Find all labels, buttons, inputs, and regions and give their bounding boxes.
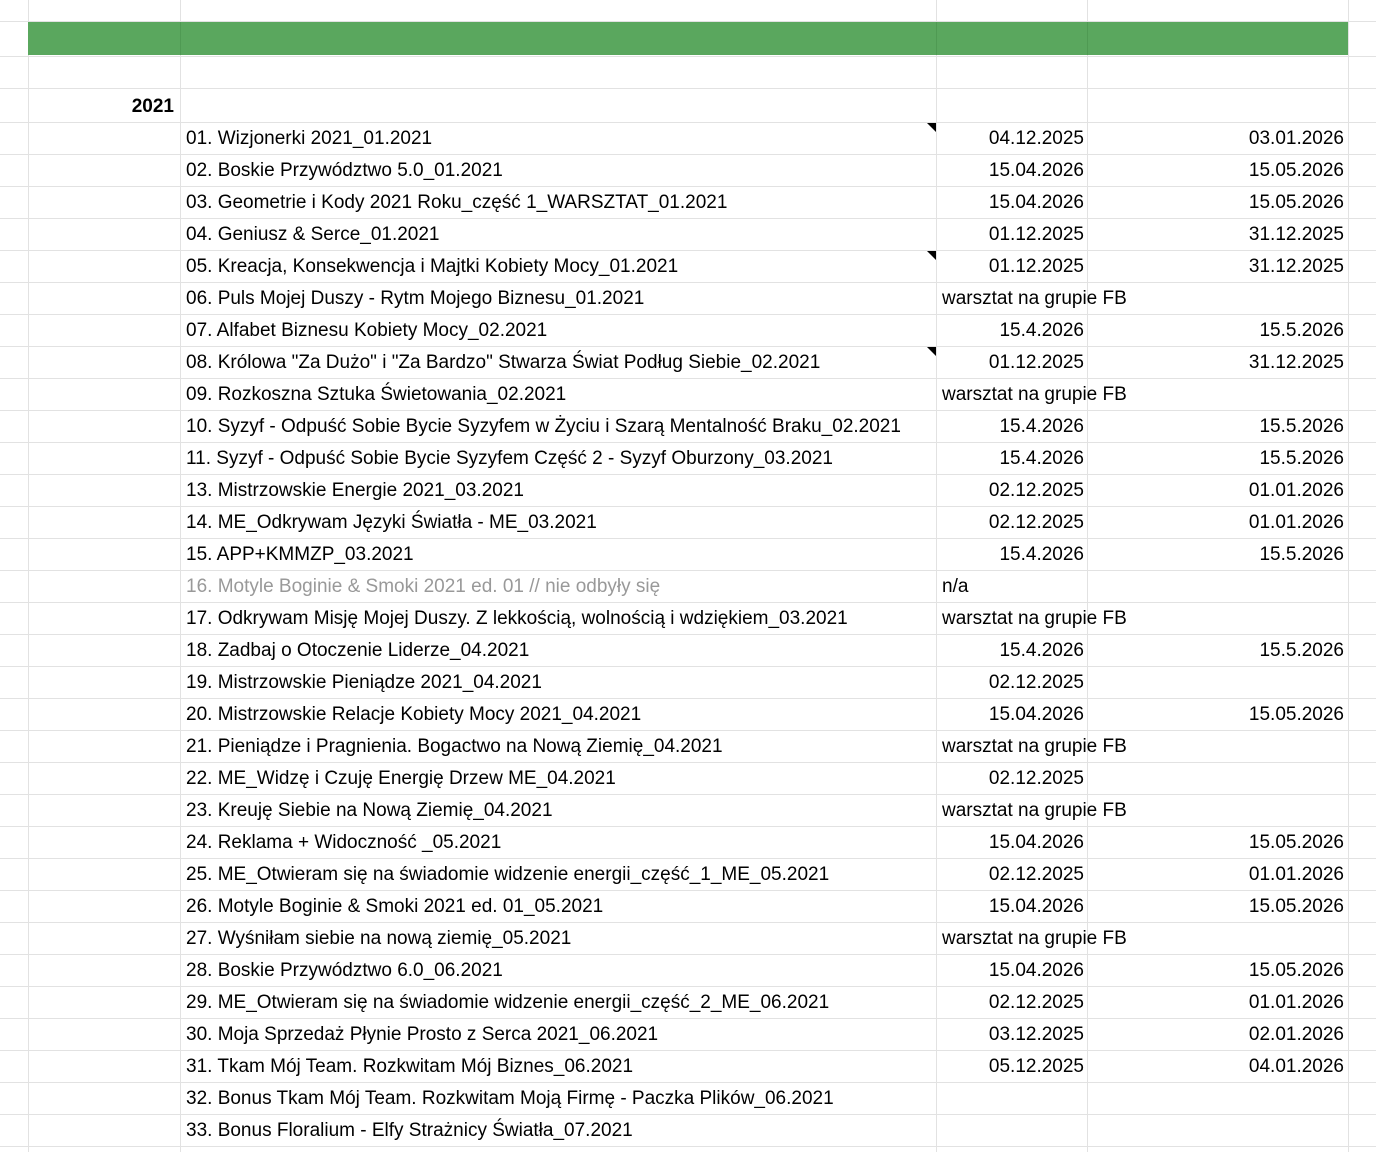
header-cell-separator [1087,22,1088,55]
start-date-cell[interactable]: 15.4.2026 [999,448,1084,469]
workshop-name-cell[interactable]: 17. Odkrywam Misję Mojej Duszy. Z lekkością, wolnością i wdziękiem_03.2021 [186,608,848,629]
workshop-name-cell[interactable]: 08. Królowa "Za Dużo" i "Za Bardzo" Stwarza Świat Podług Siebie_02.2021 [186,352,821,373]
year-label[interactable]: 2021 [131,96,174,117]
end-date-cell[interactable]: 15.05.2026 [1248,160,1344,181]
workshop-name-cell[interactable]: 02. Boskie Przywództwo 5.0_01.2021 [186,160,503,181]
workshop-name-cell[interactable]: 29. ME_Otwieram się na świadomie widzenie energii_część_2_ME_06.2021 [186,992,830,1013]
workshop-name-cell[interactable]: 22. ME_Widzę i Czuję Energię Drzew ME_04.2021 [186,768,616,789]
workshop-name-cell[interactable]: 14. ME_Odkrywam Języki Światła - ME_03.2021 [186,512,597,533]
workshop-name-cell[interactable]: 26. Motyle Boginie & Smoki 2021 ed. 01_05.2021 [186,896,604,917]
workshop-name-cell[interactable]: 09. Rozkoszna Sztuka Świetowania_02.2021 [186,384,567,405]
end-date-cell[interactable]: 15.05.2026 [1248,896,1344,917]
workshop-name-cell[interactable]: 21. Pieniądze i Pragnienia. Bogactwo na Nową Ziemię_04.2021 [186,736,723,757]
workshop-name-cell[interactable]: 25. ME_Otwieram się na świadomie widzenie energii_część_1_ME_05.2021 [186,864,830,885]
end-date-cell[interactable]: 02.01.2026 [1248,1024,1344,1045]
cell-comment-indicator-icon[interactable] [927,251,936,260]
start-date-cell[interactable]: 15.04.2026 [988,896,1084,917]
workshop-name-cell[interactable]: 24. Reklama + Widoczność _05.2021 [186,832,502,853]
start-date-cell[interactable]: 15.4.2026 [999,416,1084,437]
workshop-name-cell[interactable]: 11. Syzyf - Odpuść Sobie Bycie Syzyfem Część 2 - Syzyf Oburzony_03.2021 [186,448,833,469]
workshop-name-cell[interactable]: 31. Tkam Mój Team. Rozkwitam Mój Biznes_06.2021 [186,1056,634,1077]
workshop-name-cell[interactable]: 19. Mistrzowskie Pieniądze 2021_04.2021 [186,672,542,693]
workshop-name-cell[interactable]: 13. Mistrzowskie Energie 2021_03.2021 [186,480,524,501]
start-date-cell[interactable]: 02.12.2025 [988,992,1084,1013]
end-date-cell[interactable]: 01.01.2026 [1248,480,1344,501]
start-date-cell[interactable]: 02.12.2025 [988,512,1084,533]
start-date-cell[interactable]: 15.04.2026 [988,832,1084,853]
end-date-cell[interactable]: 15.5.2026 [1259,448,1344,469]
start-date-cell[interactable]: 15.4.2026 [999,320,1084,341]
start-date-cell[interactable]: 01.12.2025 [988,352,1084,373]
end-date-cell[interactable]: 31.12.2025 [1248,352,1344,373]
start-date-cell[interactable]: 15.4.2026 [999,544,1084,565]
grid-column-line [28,0,29,1152]
grid-row-line [0,1146,1376,1147]
header-cell-separator [936,22,937,55]
end-date-cell[interactable]: 31.12.2025 [1248,256,1344,277]
workshop-name-cell[interactable]: 03. Geometrie i Kody 2021 Roku_część 1_WARSZTAT_01.2021 [186,192,728,213]
note-cell[interactable]: warsztat na grupie FB [942,736,1127,757]
start-date-cell[interactable]: 04.12.2025 [988,128,1084,149]
workshop-name-cell[interactable]: 05. Kreacja, Konsekwencja i Majtki Kobiety Mocy_01.2021 [186,256,679,277]
workshop-name-cell[interactable]: 30. Moja Sprzedaż Płynie Prosto z Serca 2021_06.2021 [186,1024,659,1045]
note-cell[interactable]: warsztat na grupie FB [942,928,1127,949]
cell-comment-indicator-icon[interactable] [927,123,936,132]
end-date-cell[interactable]: 01.01.2026 [1248,992,1344,1013]
start-date-cell[interactable]: 02.12.2025 [988,480,1084,501]
workshop-name-cell[interactable]: 16. Motyle Boginie & Smoki 2021 ed. 01 // nie odbyły się [186,576,661,597]
note-cell[interactable]: warsztat na grupie FB [942,384,1127,405]
workshop-name-cell[interactable]: 23. Kreuję Siebie na Nową Ziemię_04.2021 [186,800,553,821]
workshop-name-cell[interactable]: 15. APP+KMMZP_03.2021 [186,544,414,565]
workshop-name-cell[interactable]: 32. Bonus Tkam Mój Team. Rozkwitam Moją Firmę - Paczka Plików_06.2021 [186,1088,834,1109]
header-cell-separator [180,22,181,55]
start-date-cell[interactable]: 15.04.2026 [988,192,1084,213]
workshop-name-cell[interactable]: 10. Syzyf - Odpuść Sobie Bycie Syzyfem w Życiu i Szarą Mentalność Braku_02.2021 [186,416,901,437]
workshop-name-cell[interactable]: 20. Mistrzowskie Relacje Kobiety Mocy 2021_04.2021 [186,704,642,725]
workshop-name-cell[interactable]: 04. Geniusz & Serce_01.2021 [186,224,440,245]
note-cell[interactable]: warsztat na grupie FB [942,800,1127,821]
start-date-cell[interactable]: 02.12.2025 [988,768,1084,789]
grid-row-line [0,56,1376,57]
workshop-name-cell[interactable]: 18. Zadbaj o Otoczenie Liderze_04.2021 [186,640,530,661]
grid-row-line [0,88,1376,89]
start-date-cell[interactable]: 01.12.2025 [988,224,1084,245]
end-date-cell[interactable]: 15.5.2026 [1259,544,1344,565]
start-date-cell[interactable]: 05.12.2025 [988,1056,1084,1077]
start-date-cell[interactable]: 02.12.2025 [988,864,1084,885]
start-date-cell[interactable]: 15.04.2026 [988,960,1084,981]
start-date-cell[interactable]: 15.04.2026 [988,160,1084,181]
workshop-name-cell[interactable]: 33. Bonus Floralium - Elfy Strażnicy Światła_07.2021 [186,1120,633,1141]
end-date-cell[interactable]: 15.5.2026 [1259,640,1344,661]
start-date-cell[interactable]: 01.12.2025 [988,256,1084,277]
grid-column-line [1348,0,1349,1152]
end-date-cell[interactable]: 01.01.2026 [1248,864,1344,885]
start-date-cell[interactable]: 15.4.2026 [999,640,1084,661]
workshop-name-cell[interactable]: 01. Wizjonerki 2021_01.2021 [186,128,433,149]
workshop-name-cell[interactable]: 06. Puls Mojej Duszy - Rytm Mojego Biznesu_01.2021 [186,288,645,309]
header-green-row[interactable] [28,22,1348,55]
end-date-cell[interactable]: 01.01.2026 [1248,512,1344,533]
workshop-name-cell[interactable]: 27. Wyśniłam siebie na nową ziemię_05.2021 [186,928,572,949]
end-date-cell[interactable]: 15.05.2026 [1248,192,1344,213]
end-date-cell[interactable]: 15.5.2026 [1259,320,1344,341]
end-date-cell[interactable]: 15.5.2026 [1259,416,1344,437]
start-date-cell[interactable]: 15.04.2026 [988,704,1084,725]
note-cell[interactable]: n/a [942,576,969,597]
start-date-cell[interactable]: 03.12.2025 [988,1024,1084,1045]
end-date-cell[interactable]: 04.01.2026 [1248,1056,1344,1077]
end-date-cell[interactable]: 31.12.2025 [1248,224,1344,245]
end-date-cell[interactable]: 03.01.2026 [1248,128,1344,149]
start-date-cell[interactable]: 02.12.2025 [988,672,1084,693]
workshop-name-cell[interactable]: 07. Alfabet Biznesu Kobiety Mocy_02.2021 [186,320,548,341]
end-date-cell[interactable]: 15.05.2026 [1248,704,1344,725]
workshop-name-cell[interactable]: 28. Boskie Przywództwo 6.0_06.2021 [186,960,503,981]
end-date-cell[interactable]: 15.05.2026 [1248,960,1344,981]
end-date-cell[interactable]: 15.05.2026 [1248,832,1344,853]
note-cell[interactable]: warsztat na grupie FB [942,288,1127,309]
cell-comment-indicator-icon[interactable] [927,347,936,356]
note-cell[interactable]: warsztat na grupie FB [942,608,1127,629]
